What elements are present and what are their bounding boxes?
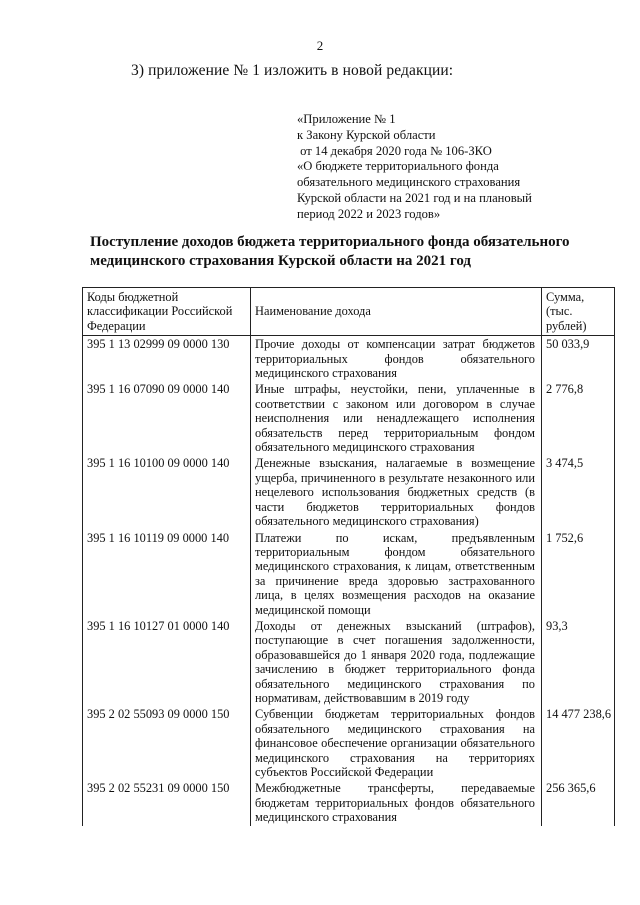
table-header-row (83, 288, 615, 336)
budget-code-cell: 395 1 13 02999 09 0000 130 (83, 336, 251, 382)
appendix-header-line: период 2022 и 2023 годов» (297, 206, 441, 221)
column-header-code: Коды бюджетной классификации Российской Федерации (83, 288, 251, 336)
budget-code-cell: 395 1 16 07090 09 0000 140 (83, 381, 251, 455)
table-row (83, 455, 615, 529)
revenue-name-cell: Денежные взыскания, налагаемые в возмещение ущерба, причиненного в результате незаконного или нецелевого использования бюджетных средств (в части бюджетов территориальных фондов обязательного медицинского страхования) (251, 455, 542, 529)
revenue-name-cell: Межбюджетные трансферты, передаваемые бюджетам территориальных фондов обязательного медицинского страхования (251, 780, 542, 825)
appendix-header (297, 112, 617, 223)
amount-cell: 93,3 (542, 618, 615, 706)
table-row (83, 780, 615, 825)
budget-code-cell: 395 2 02 55093 09 0000 150 (83, 706, 251, 780)
revenue-name-cell: Прочие доходы от компенсации затрат бюджетов территориальных фондов обязательного медицинского страхования (251, 336, 542, 382)
revenue-table (82, 287, 615, 826)
amount-cell: 256 365,6 (542, 780, 615, 825)
column-header-amount: Сумма, (тыс. рублей) (542, 288, 615, 336)
revenue-name-cell: Субвенции бюджетам территориальных фондов обязательного медицинского страхования на финансовое обеспечение организации обязательного медицинского страхования на территориях субъектов Российской Федерации (251, 706, 542, 780)
amount-cell: 3 474,5 (542, 455, 615, 529)
document-title: Поступление доходов бюджета территориального фонда обязательного медицинского страхования Курской области на 2021 год (90, 234, 570, 269)
appendix-header-line: «Приложение № 1 (297, 112, 396, 126)
revenue-name-cell: Доходы от денежных взысканий (штрафов), поступающие в счет погашения задолженности, образовавшейся до 1 января 2020 года, подлежащие зачислению в бюджет территориального фонда обязательного медицинского страхования по нормативам, действовавшим в 2019 году (251, 618, 542, 706)
amount-cell: 2 776,8 (542, 381, 615, 455)
appendix-header-line: Курской области на 2021 год и на плановый (297, 190, 532, 205)
amount-cell: 1 752,6 (542, 530, 615, 618)
table-row (83, 381, 615, 455)
budget-code-cell: 395 1 16 10100 09 0000 140 (83, 455, 251, 529)
appendix-header-line: «О бюджете территориального фонда (297, 159, 499, 174)
appendix-header-line: к Закону Курской области (297, 127, 436, 142)
column-header-name: Наименование дохода (251, 288, 542, 336)
revenue-name-cell: Платежи по искам, предъявленным территориальным фондом обязательного медицинского страхования, к лицам, ответственным за причинение вреда здоровью застрахованного лица, в целях возмещения расходов на оказание медицинской помощи (251, 530, 542, 618)
appendix-header-line: от 14 декабря 2020 года № 106-ЗКО (297, 143, 492, 158)
amount-cell: 50 033,9 (542, 336, 615, 382)
table-row (83, 618, 615, 706)
table-row (83, 530, 615, 618)
appendix-header-line: обязательного медицинского страхования (297, 175, 521, 190)
budget-code-cell: 395 2 02 55231 09 0000 150 (83, 780, 251, 825)
amendment-lead-line: 3) приложение № 1 изложить в новой редакции: (131, 62, 454, 79)
budget-code-cell: 395 1 16 10127 01 0000 140 (83, 618, 251, 706)
amount-cell: 14 477 238,6 (542, 706, 615, 780)
page-number: 2 (316, 38, 324, 53)
budget-code-cell: 395 1 16 10119 09 0000 140 (83, 530, 251, 618)
table-row (83, 706, 615, 780)
table-row (83, 336, 615, 382)
revenue-name-cell: Иные штрафы, неустойки, пени, уплаченные в соответствии с законом или договором в случае неисполнения или ненадлежащего исполнения обязательств перед территориальным фондом обязательного медицинского страхования (251, 381, 542, 455)
